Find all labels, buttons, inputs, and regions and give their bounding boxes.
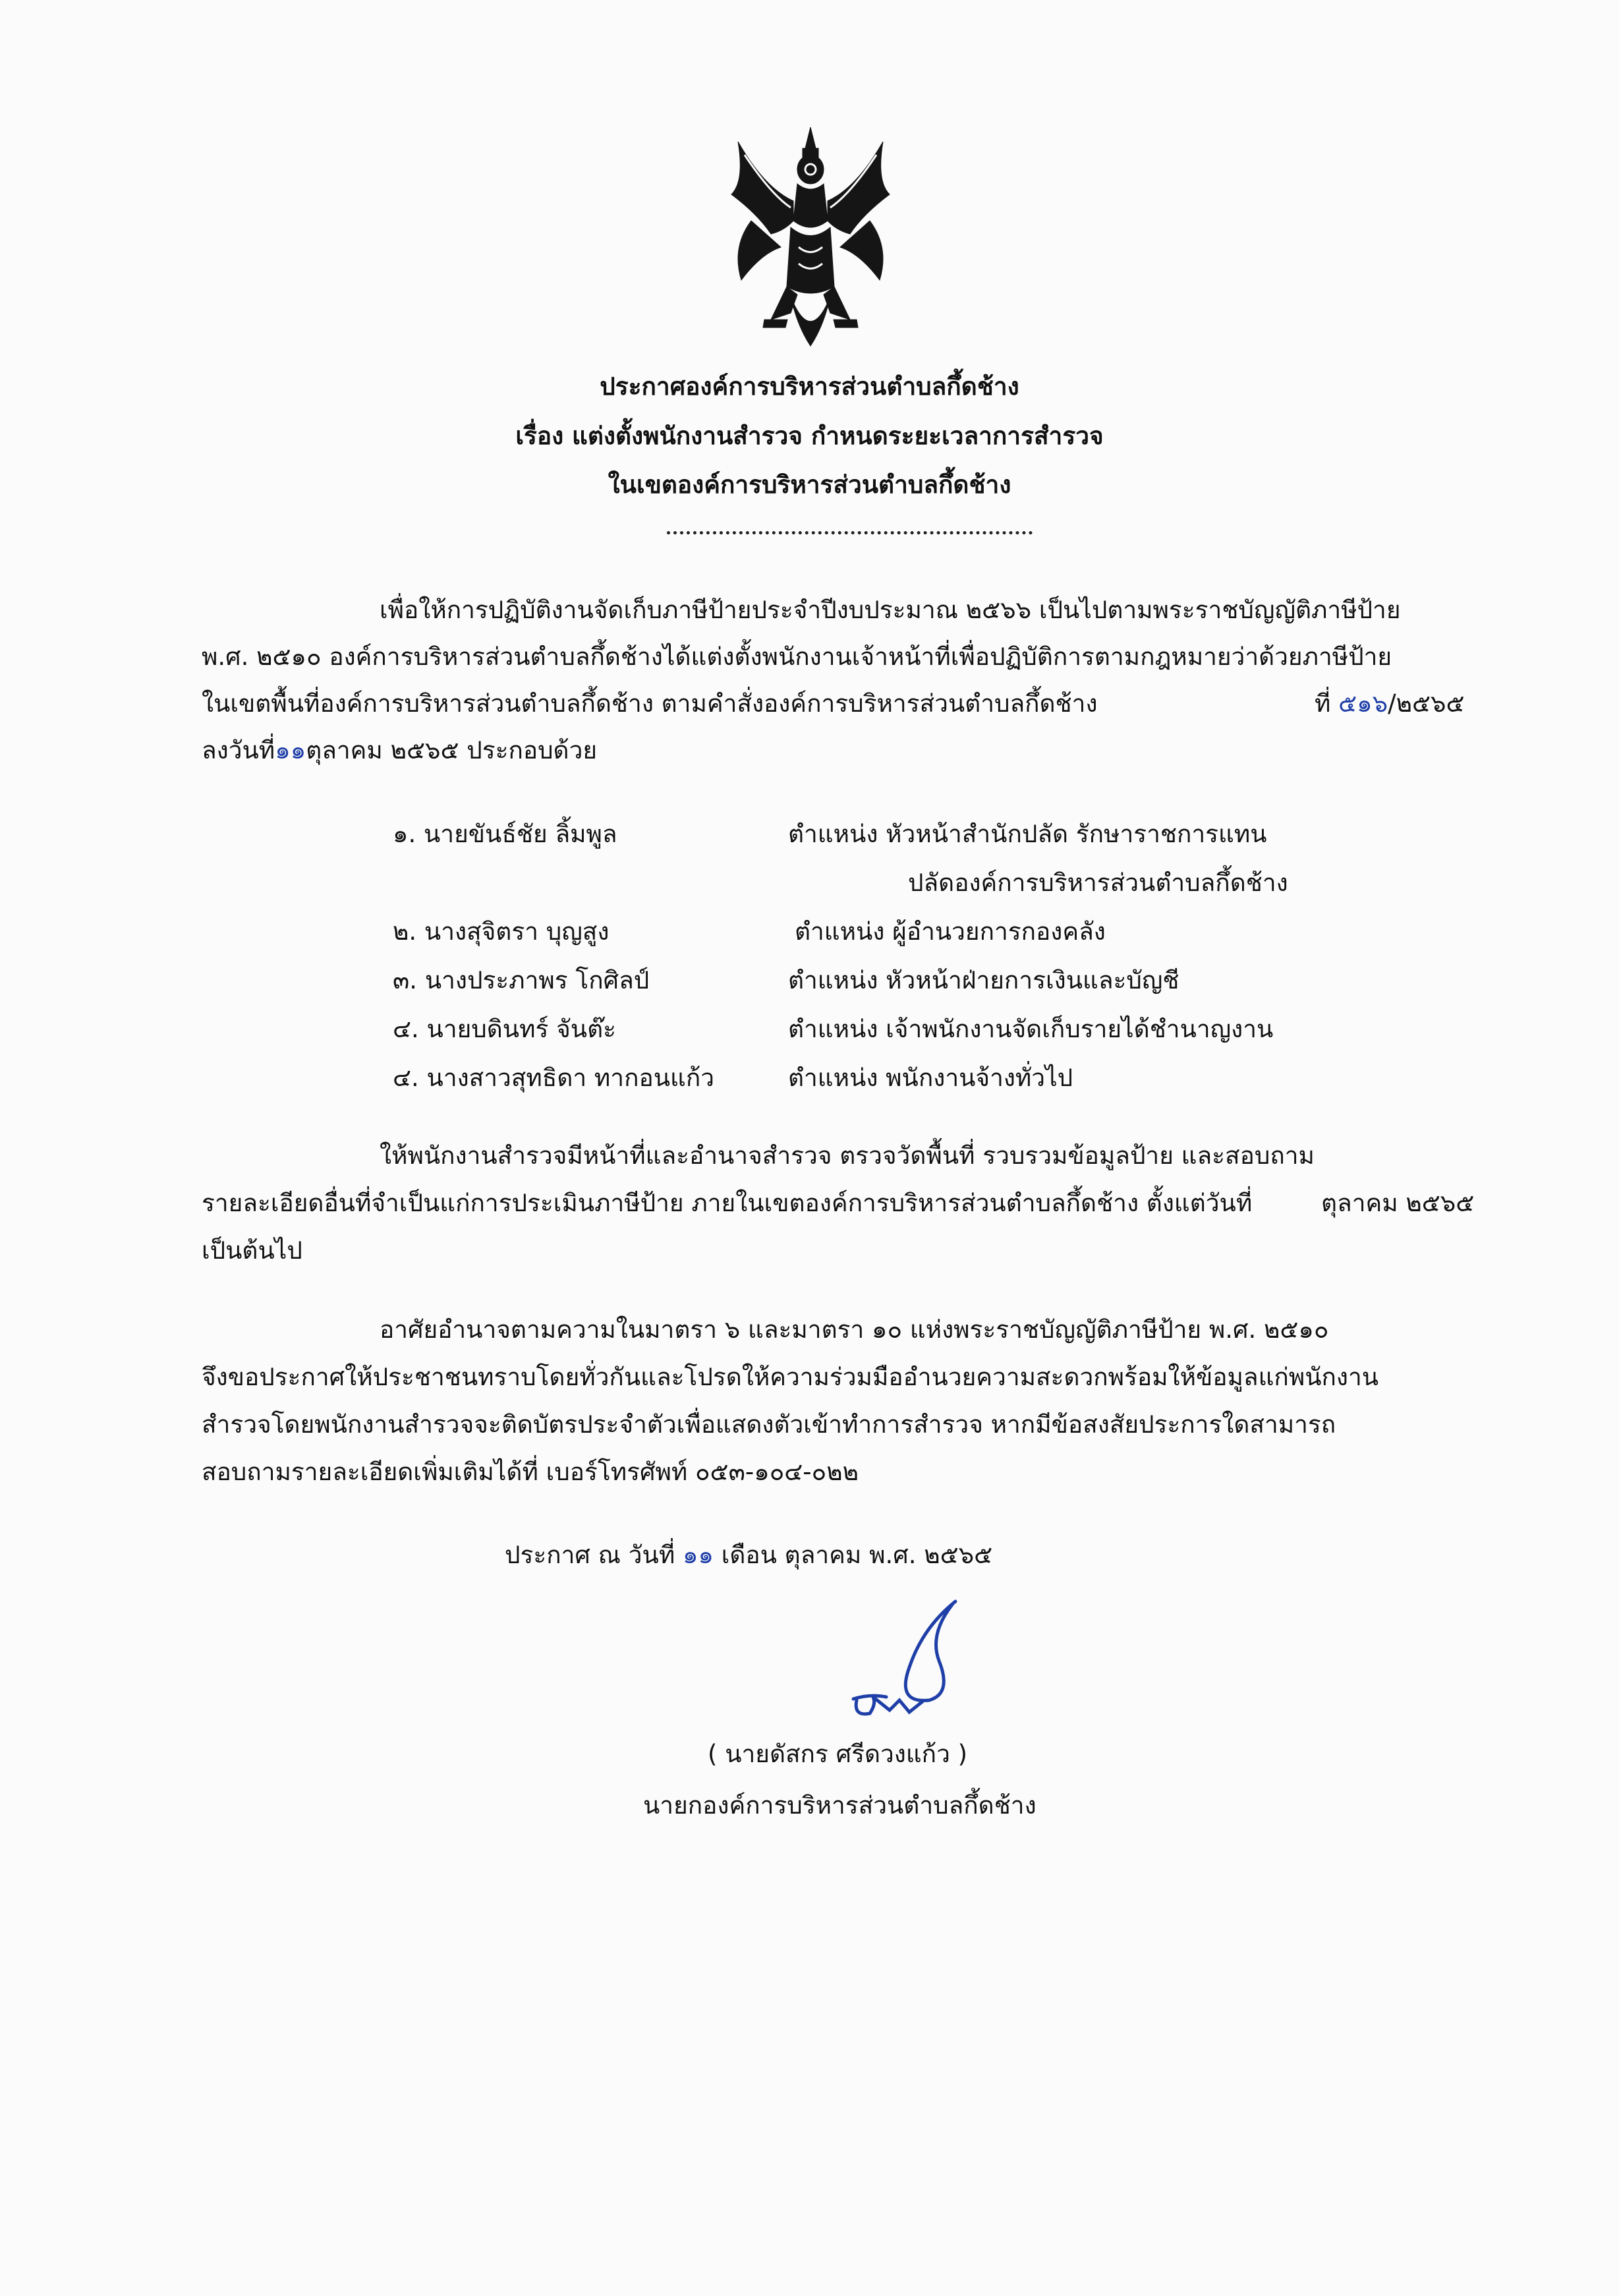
order-number-year: /๒๕๖๕ [1388,689,1465,718]
staff-name: ๔. นายบดินทร์ จันต๊ะ [393,1015,616,1043]
order-number [1315,684,1465,724]
staff-position: ตำแหน่ง หัวหน้าสำนักปลัด รักษาราชการแทน [788,820,1267,848]
signatory-title: นายกองค์การบริหารส่วนตำบลกึ้ดช้าง [643,1791,1037,1820]
duty-line-2: รายละเอียดอื่นที่จำเป็นแก่การประเมินภาษีป้าย ภายในเขตองค์การบริหารส่วนตำบลกึ้ดช้าง ตั้งแต่วันที่ [202,1189,1253,1217]
staff-position: ตำแหน่ง พนักงานจ้างทั่วไป [788,1064,1073,1092]
authority-line-4: สอบถามรายละเอียดเพิ่มเติมได้ที่ เบอร์โทรศัพท์ ๐๕๓-๑๐๔-๐๒๒ [202,1458,859,1486]
announcement-date [505,1535,992,1575]
header-divider [667,531,1033,534]
handwritten-signature [830,1588,982,1740]
announcement-date-suffix: เดือน ตุลาคม พ.ศ. ๒๕๖๕ [721,1541,993,1569]
order-date-prefix: ลงวันที่ [202,736,275,764]
staff-position: ตำแหน่ง หัวหน้าฝ่ายการเงินและบัญชี [788,966,1179,994]
duty-start-date: ตุลาคม ๒๕๖๕ [1321,1189,1475,1217]
handwritten-order-day: ๑๑ [275,736,306,764]
authority-line-2: จึงขอประกาศให้ประชาชนทราบโดยทั่วกันและโปรดให้ความร่วมมืออำนวยความสะดวกพร้อมให้ข้อมูลแก่พนักงาน [202,1363,1379,1391]
intro-line-4 [202,731,597,770]
authority-line-3: สำรวจโดยพนักงานสำรวจจะติดบัตรประจำตัวเพื่อแสดงตัวเข้าทำการสำรวจ หากมีข้อสงสัยประการใดสามารถ [202,1410,1336,1439]
intro-line-2: พ.ศ. ๒๕๑๐ องค์การบริหารส่วนตำบลกึ้ดช้างได้แต่งตั้งพนักงานเจ้าหน้าที่เพื่อปฏิบัติการตามกฎหมายว่าด้วยภาษีป้าย [202,643,1392,671]
intro-line-3: ในเขตพื้นที่องค์การบริหารส่วนตำบลกึ้ดช้าง ตามคำสั่งองค์การบริหารส่วนตำบลกึ้ดช้าง [202,689,1098,718]
order-number-prefix: ที่ [1315,689,1331,718]
order-date-suffix: ตุลาคม ๒๕๖๕ ประกอบด้วย [306,736,598,764]
signatory-name: ( นายดัสกร ศรีดวงแก้ว ) [708,1740,968,1768]
staff-name: ๔. นางสาวสุทธิดา ทากอนแก้ว [393,1064,715,1092]
staff-position: ตำแหน่ง ผู้อำนวยการกองคลัง [795,917,1106,946]
staff-name: ๑. นายขันธ์ชัย ลิ้มพูล [393,820,617,848]
intro-line-1: เพื่อให้การปฏิบัติงานจัดเก็บภาษีป้ายประจำปีงบประมาณ ๒๕๖๖ เป็นไปตามพระราชบัญญัติภาษีป้าย [380,596,1401,624]
announcement-subject: เรื่อง แต่งตั้งพนักงานสำรวจ กำหนดระยะเวลาการสำรวจ [515,422,1104,450]
duty-line-1: ให้พนักงานสำรวจมีหน้าที่และอำนาจสำรวจ ตรวจวัดพื้นที่ รวบรวมข้อมูลป้าย และสอบถาม [380,1141,1315,1170]
announcement-date-prefix: ประกาศ ณ วันที่ [505,1541,675,1569]
handwritten-order-number: ๕๑๖ [1338,689,1388,718]
duty-line-3: เป็นต้นไป [202,1236,302,1265]
announcement-title: ประกาศองค์การบริหารส่วนตำบลกึ้ดช้าง [600,372,1019,401]
handwritten-announcement-day: ๑๑ [682,1541,714,1569]
garuda-emblem [725,122,896,356]
staff-name: ๓. นางประภาพร โกศิลป์ [393,966,650,994]
announcement-area: ในเขตองค์การบริหารส่วนตำบลกึ้ดช้าง [608,471,1011,499]
authority-line-1: อาศัยอำนาจตามความในมาตรา ๖ และมาตรา ๑๐ แห่งพระราชบัญญัติภาษีป้าย พ.ศ. ๒๕๑๐ [380,1315,1329,1344]
staff-position: ตำแหน่ง เจ้าพนักงานจัดเก็บรายได้ชำนาญงาน [788,1015,1274,1043]
staff-name: ๒. นางสุจิตรา บุญสูง [393,917,610,946]
staff-position-continued: ปลัดองค์การบริหารส่วนตำบลกึ้ดช้าง [908,869,1288,897]
